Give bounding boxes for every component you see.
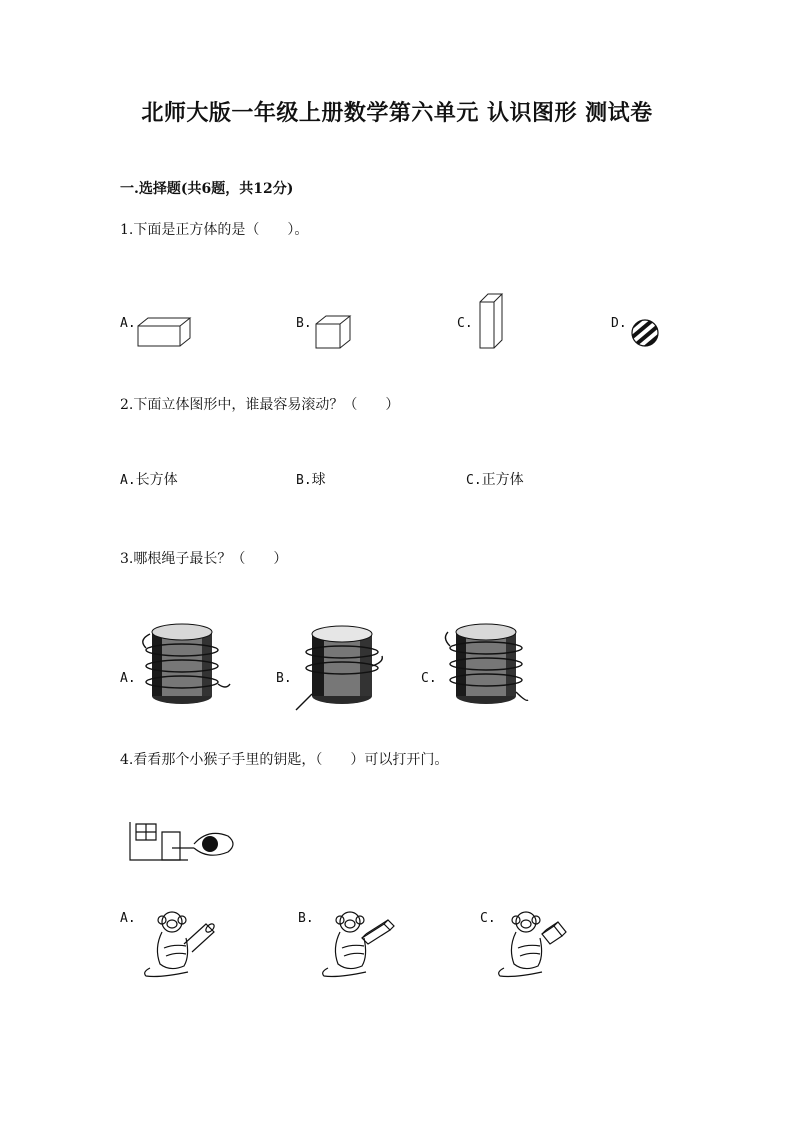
- q2-option-b-letter: B.: [296, 473, 312, 488]
- rope-cylinder-c-figure: [434, 618, 534, 708]
- q1-option-c-letter[interactable]: C.: [457, 316, 473, 331]
- monkey-cuboid-key-figure: [318, 908, 398, 978]
- rope-cylinder-a-figure: [132, 618, 232, 708]
- q1-option-d-letter[interactable]: D.: [611, 316, 627, 331]
- q1-option-a-letter[interactable]: A.: [120, 316, 136, 331]
- q3-option-c-letter[interactable]: C.: [421, 671, 437, 686]
- page-title: 北师大版一年级上册数学第六单元 认识图形 测试卷: [141, 100, 653, 126]
- rope-cylinder-b-figure: [290, 622, 390, 712]
- cube-figure: [314, 314, 354, 350]
- q2-option-a-letter: A.: [120, 473, 136, 488]
- striped-ball-figure: [630, 318, 660, 348]
- door-lock-figure: [128, 820, 238, 864]
- q2-option-a-label: 长方体: [135, 472, 178, 488]
- q3-option-b-letter[interactable]: B.: [276, 671, 292, 686]
- section-heading: 一.选择题(共6题，共12分): [120, 181, 294, 197]
- q1-option-b-letter[interactable]: B.: [296, 316, 312, 331]
- q2-option-c-label: 正方体: [481, 472, 524, 488]
- q2-option-c-letter: C.: [466, 473, 482, 488]
- q2-option-b[interactable]: [296, 469, 326, 489]
- q2-option-b-label: 球: [311, 472, 326, 488]
- q4-option-a-letter[interactable]: A.: [120, 911, 136, 926]
- question-1-text: 1.下面是正方体的是（ ）。: [120, 222, 309, 238]
- q2-option-a[interactable]: [120, 469, 178, 489]
- monkey-cube-key-figure: [494, 908, 574, 978]
- question-4-text: 4.看看那个小猴子手里的钥匙，（ ）可以打开门。: [120, 752, 449, 768]
- q4-option-c-letter[interactable]: C.: [480, 911, 496, 926]
- q2-option-c[interactable]: [466, 469, 524, 489]
- monkey-cylinder-key-figure: [140, 908, 220, 978]
- cuboid-figure: [136, 316, 192, 350]
- tall-prism-figure: [478, 292, 504, 350]
- question-3-text: 3.哪根绳子最长？（ ）: [120, 551, 288, 567]
- q4-option-b-letter[interactable]: B.: [298, 911, 314, 926]
- q3-option-a-letter[interactable]: A.: [120, 671, 136, 686]
- question-2-text: 2.下面立体图形中，谁最容易滚动？（ ）: [120, 397, 400, 413]
